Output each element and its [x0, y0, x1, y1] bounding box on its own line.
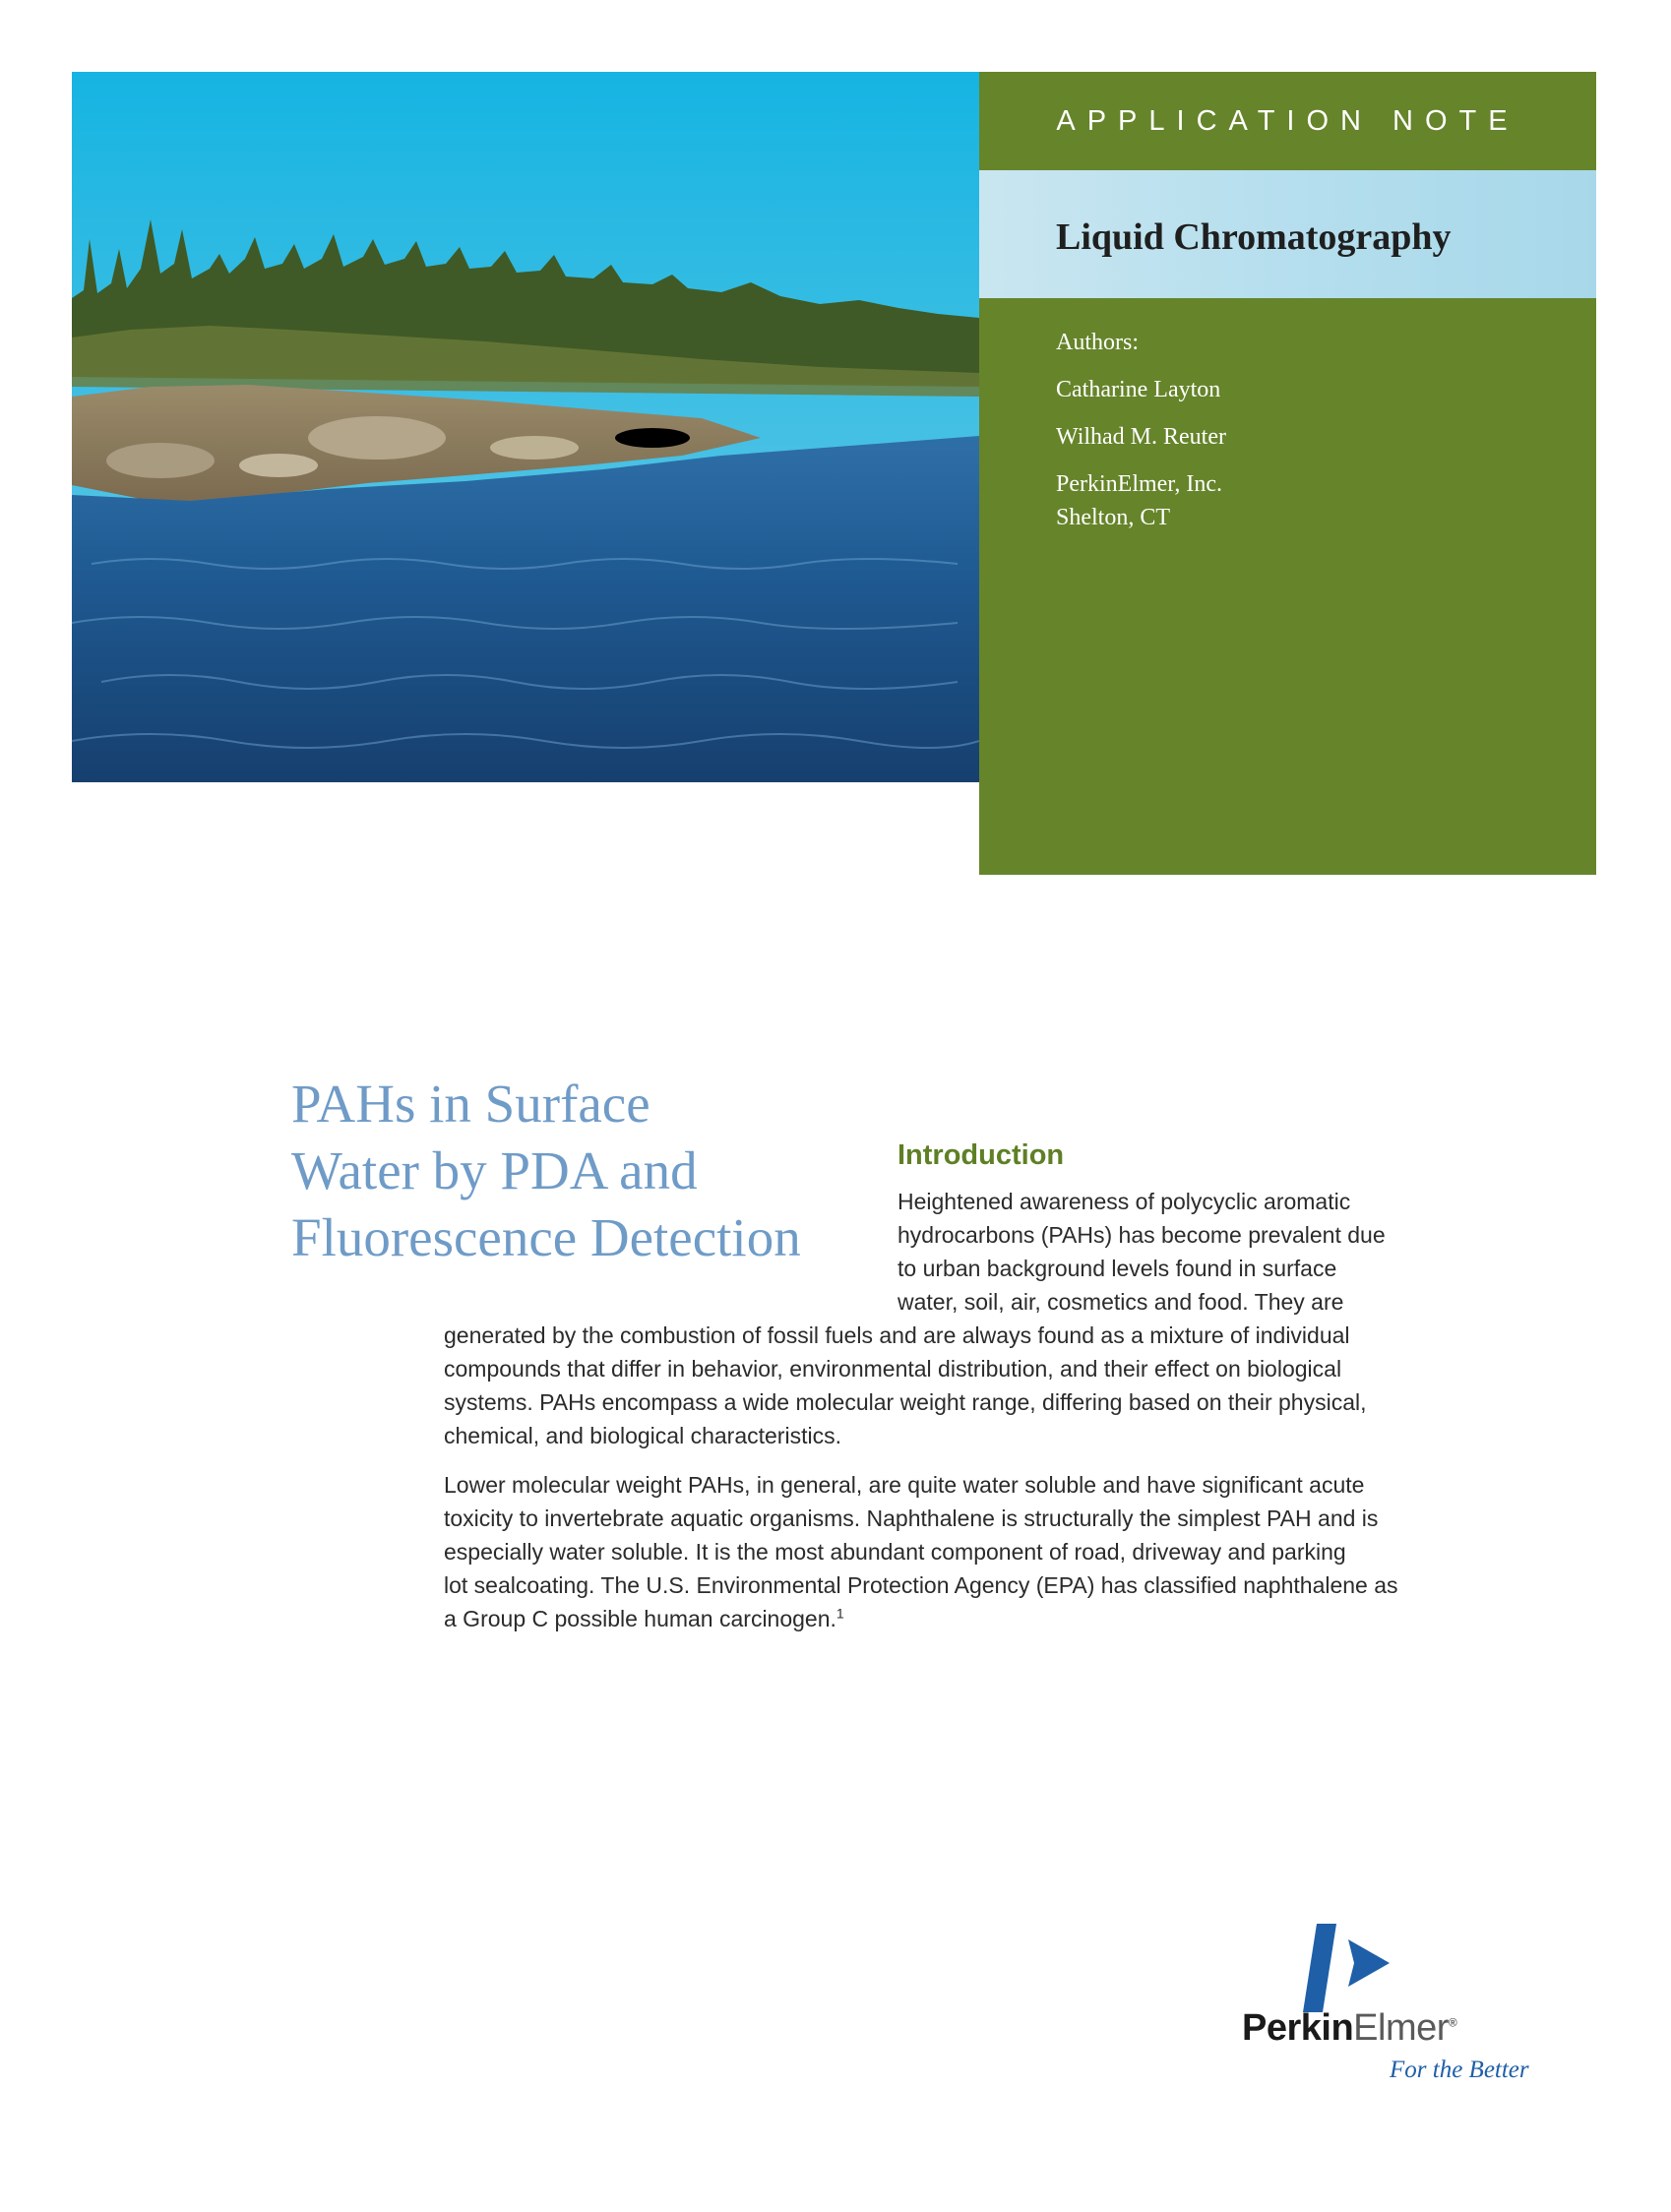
category-title: Liquid Chromatography [1056, 216, 1452, 258]
footnote-marker: 1 [836, 1605, 844, 1622]
lake-landscape-image [72, 72, 979, 782]
header-panel [979, 72, 1596, 875]
introduction-heading: Introduction [897, 1139, 1065, 1171]
body-text-line: Lower molecular weight PAHs, in general, are quite water soluble and have significant acute [444, 1472, 1365, 1498]
body-text-line: especially water soluble. It is the most abundant component of road, driveway and parking [444, 1539, 1346, 1565]
application-note-label: APPLICATION NOTE [1056, 104, 1519, 137]
body-text-line: generated by the combustion of fossil fuels and are always found as a mixture of individual [444, 1322, 1350, 1348]
authors-block [1056, 326, 1226, 534]
title-line: PAHs in Surface [291, 1074, 650, 1134]
title-line: Fluorescence Detection [291, 1207, 801, 1267]
document-title [291, 1071, 842, 1271]
body-text-line: Heightened awareness of polycyclic aromatic [897, 1189, 1351, 1214]
body-text-line: water, soil, air, cosmetics and food. They are [897, 1289, 1344, 1315]
perkinelmer-logo-icon [1299, 1924, 1412, 2012]
wordmark-elmer: Elmer [1353, 2007, 1449, 2049]
body-text-line: systems. PAHs encompass a wide molecular weight range, differing based on their physical, [444, 1389, 1367, 1415]
affiliation-line: Shelton, CT [1056, 505, 1171, 530]
title-line: Water by PDA and [291, 1140, 698, 1200]
author-name: Wilhad M. Reuter [1056, 424, 1226, 450]
registered-mark: ® [1448, 2015, 1457, 2030]
perkinelmer-wordmark [1242, 2007, 1456, 2050]
body-text-line: compounds that differ in behavior, environmental distribution, and their effect on biological [444, 1356, 1342, 1382]
body-text-line: hydrocarbons (PAHs) has become prevalent due [897, 1222, 1386, 1248]
wordmark-perkin: Perkin [1242, 2007, 1354, 2049]
body-text-line: to urban background levels found in surface [897, 1256, 1337, 1281]
body-text-line [444, 1606, 844, 1632]
body-text-line: lot sealcoating. The U.S. Environmental Protection Agency (EPA) has classified naphthalene as [444, 1572, 1398, 1598]
brand-tagline: For the Better [1390, 2057, 1529, 2083]
affiliation-line: PerkinElmer, Inc. [1056, 471, 1222, 497]
body-text-span: a Group C possible human carcinogen. [444, 1606, 836, 1631]
body-text-line: chemical, and biological characteristics. [444, 1423, 841, 1448]
category-strip [979, 170, 1596, 298]
authors-label: Authors: [1056, 330, 1139, 355]
hero-photo [72, 72, 979, 782]
author-name: Catharine Layton [1056, 377, 1221, 402]
body-text-line: toxicity to invertebrate aquatic organisms. Naphthalene is structurally the simplest PAH and is [444, 1505, 1379, 1531]
